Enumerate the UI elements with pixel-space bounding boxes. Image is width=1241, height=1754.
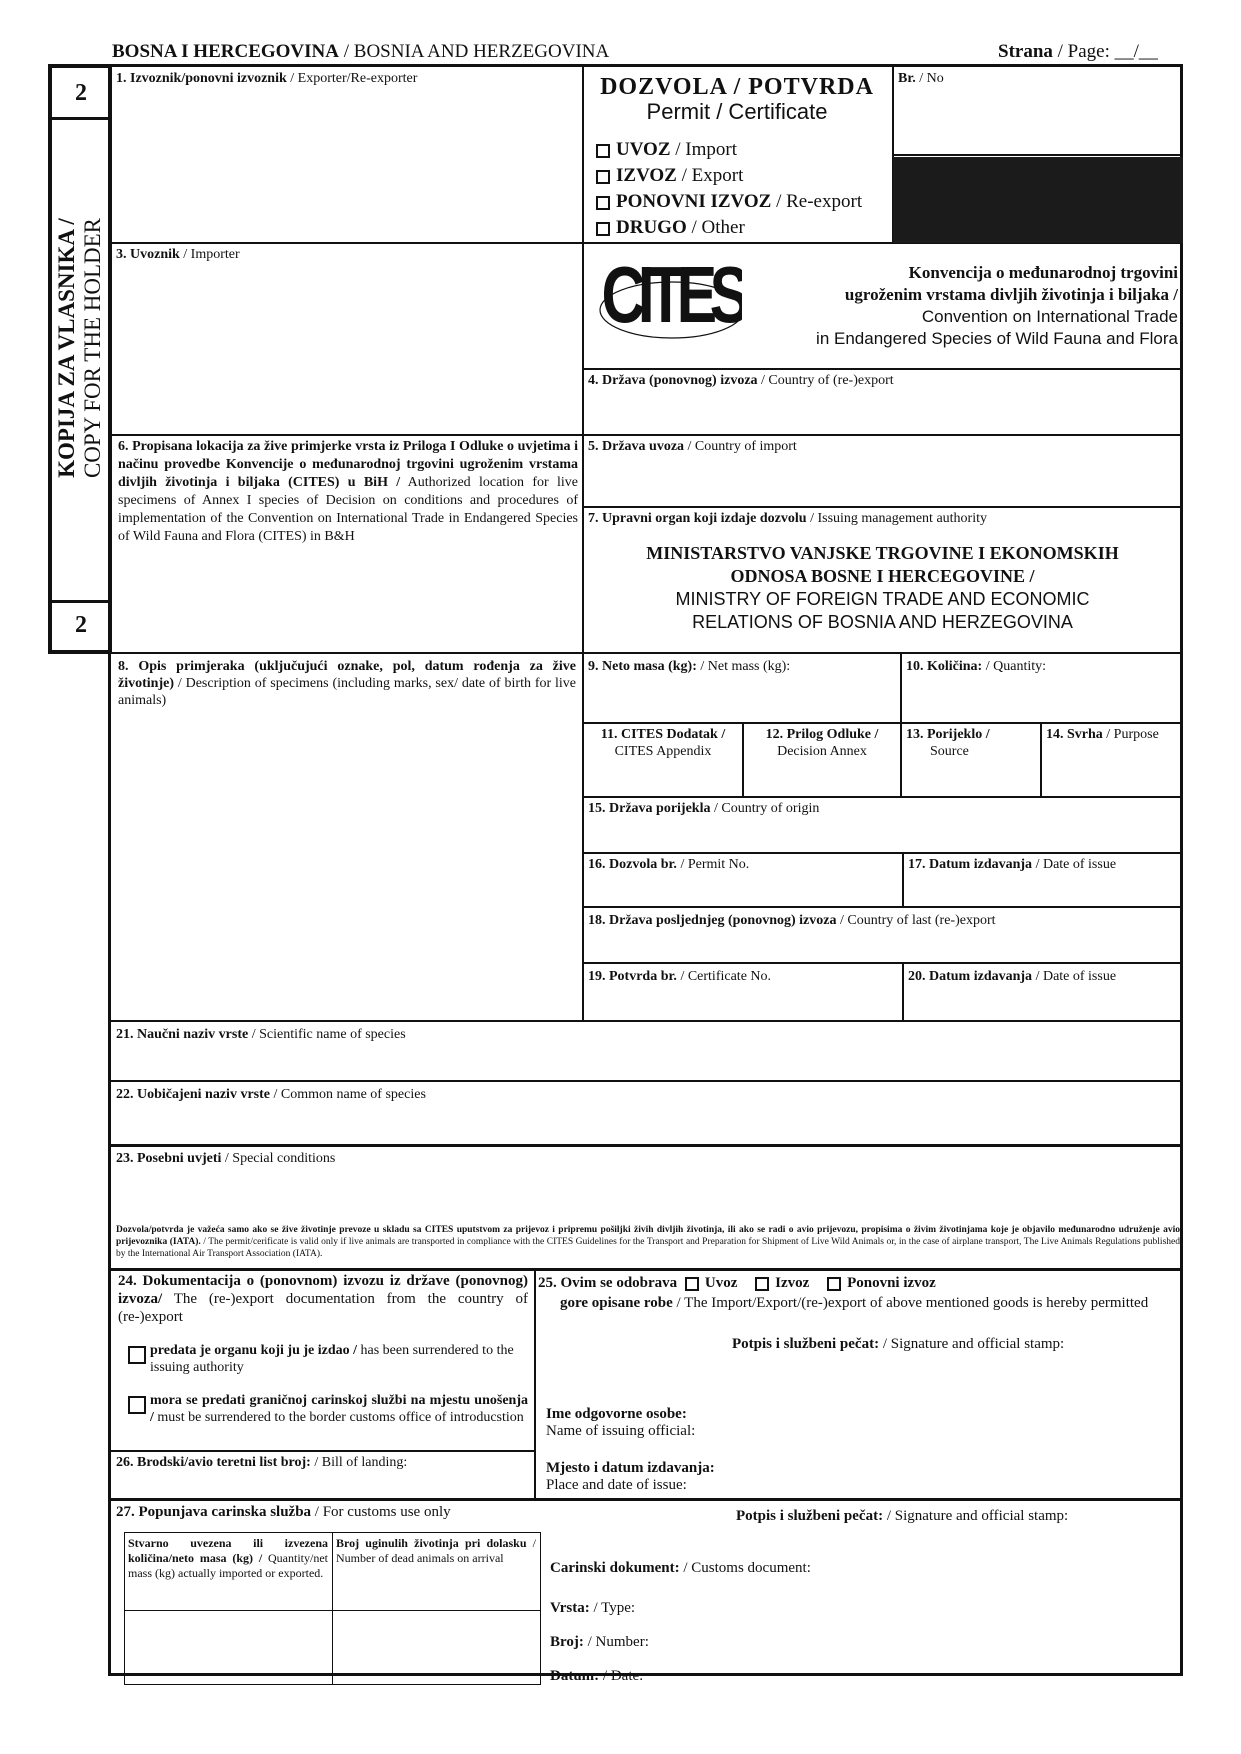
field-9-label: 9. Neto masa (kg): / Net mass (kg): xyxy=(588,659,791,674)
authorized-location-input[interactable] xyxy=(112,570,578,648)
reexport-checkbox[interactable] xyxy=(596,196,610,210)
cites-logo xyxy=(592,252,742,352)
cites-line3: Convention on International Trade xyxy=(921,307,1178,326)
divider-22-23 xyxy=(108,1144,1183,1147)
customs-type-label: Vrsta: / Type: xyxy=(550,1600,636,1616)
scientific-name-input[interactable] xyxy=(112,1046,1178,1076)
bill-of-landing-input[interactable] xyxy=(112,1474,530,1496)
export-checkbox[interactable] xyxy=(596,170,610,184)
customs-col2-header: Broj uginulih životinja pri dolasku / Number of dead animals on arrival xyxy=(336,1536,536,1565)
place-date-label: Mjesto i datum izdavanja: Place and date of issue: xyxy=(546,1460,715,1493)
country-origin-input[interactable] xyxy=(586,820,1178,848)
common-name-input[interactable] xyxy=(112,1106,1178,1142)
divider-4-5 xyxy=(582,434,1183,436)
customs-table-row-divider xyxy=(124,1610,541,1611)
divider-row-15-16 xyxy=(582,852,1183,854)
divider-5-7 xyxy=(582,506,1183,508)
permit-title: DOZVOLA / POTVRDA xyxy=(600,74,874,100)
issuing-authority-line3: MINISTRY OF FOREIGN TRADE AND ECONOMIC xyxy=(675,589,1090,609)
authorize-import-checkbox[interactable] xyxy=(685,1277,699,1291)
divider-16-17 xyxy=(902,852,904,908)
field-19-label: 19. Potvrda br. / Certificate No. xyxy=(588,969,772,984)
issuing-official-label: Ime odgovorne osobe: Name of issuing official: xyxy=(546,1406,696,1439)
cites-logo-text: CITES xyxy=(601,252,742,341)
customs-quantity-input[interactable] xyxy=(128,1614,328,1682)
divider-middle-section xyxy=(108,1020,1183,1022)
field-13-label: 13. Porijeklo / Source xyxy=(906,727,990,759)
field-12-label: 12. Prilog Odluke / Decision Annex xyxy=(765,727,879,759)
surrendered-checkbox[interactable] xyxy=(128,1346,146,1364)
divider-row-9-11 xyxy=(582,722,1183,724)
cites-convention-text xyxy=(740,262,1178,350)
divider-row-16-18 xyxy=(582,906,1183,908)
transport-note: Dozvola/potvrda je važeća samo ako se žive životinje prevoze u skladu sa CITES uputstvom za prijevoz i pripremu pošiljki živih divljih životinja, ili ako se radi o avio prijevozu, propisima o živim životinjama koje je objavilo međunarodno udruženje avio prijevoznika (IATA). / The permit/cerificate is valid only if live animals are transported in compliance with the CITES Guidelines for the Transport and Preparation for Shipment of Live Wild Animals or, in the case of airplane transport, The Live Animals Regulations published by the International Air Transport Association (IATA). xyxy=(116,1225,1180,1259)
exporter-input[interactable] xyxy=(112,90,578,238)
issuing-authority-line4: RELATIONS OF BOSNIA AND HERZEGOVINA xyxy=(692,612,1073,632)
permit-no-input[interactable] xyxy=(896,90,1178,150)
quantity-input[interactable] xyxy=(904,678,1178,718)
field-25-signature-label: Potpis i službeni pečat: / Signature and official stamp: xyxy=(732,1336,1065,1352)
field-10-label: 10. Količina: / Quantity: xyxy=(906,659,1047,674)
header-page xyxy=(998,40,1158,64)
country-import-input[interactable] xyxy=(586,458,1178,502)
field-1-en: / Exporter/Re-exporter xyxy=(286,71,418,86)
field-5-label: 5. Država uvoza / Country of import xyxy=(588,439,797,454)
header-country-bs: BOSNA I HERCEGOVINA xyxy=(112,41,339,62)
side-strip-bottom-divider xyxy=(48,600,112,603)
divider-19-20 xyxy=(902,962,904,1022)
mid-center-divider xyxy=(582,652,584,1022)
issuing-authority xyxy=(584,542,1181,634)
field-25-goods: gore opisane robe / The Import/Export/(re-)export of above mentioned goods is hereby permitted xyxy=(560,1295,1149,1311)
cites-line1: Konvencija o međunarodnoj trgovini xyxy=(908,263,1178,282)
field-26-label: 26. Brodski/avio teretni list broj: / Bill of landing: xyxy=(116,1455,408,1470)
field-23-label: 23. Posebni uvjeti / Special conditions xyxy=(116,1151,336,1166)
customs-date-label: Datum: / Date: xyxy=(550,1668,644,1684)
net-mass-input[interactable] xyxy=(586,678,896,718)
field-3-label: 3. Uvoznik / Importer xyxy=(116,247,240,262)
field-18-label: 18. Država posljednjeg (ponovnog) izvoza / Country of last (re-)export xyxy=(588,913,996,928)
field-24-label: 24. Dokumentacija o (ponovnom) izvozu iz države (ponovnog) izvoza/ The (re-)export documentation from the country of (re-)export xyxy=(118,1273,528,1325)
divider-21-22 xyxy=(108,1080,1183,1082)
field-8-label: 8. Opis primjeraka (uključujući oznake, pol, datum rođenja za žive životinje) / Description of specimens (including marks, sex/ date of birth for live animals) xyxy=(118,659,576,708)
copy-holder-en: COPY FOR THE HOLDER xyxy=(80,217,105,479)
copy-number-bottom: 2 xyxy=(75,612,87,638)
permit-no-label xyxy=(898,70,944,87)
permit-type-option-import[interactable]: UVOZ / Import xyxy=(596,138,737,162)
issuing-authority-line2: ODNOSA BOSNE I HERCEGOVINE / xyxy=(730,566,1035,586)
customs-number-label: Broj: / Number: xyxy=(550,1634,649,1650)
field-4-label: 4. Država (ponovnog) izvoza / Country of (re-)export xyxy=(588,373,894,388)
import-checkbox[interactable] xyxy=(596,144,610,158)
cites-logo-graphic xyxy=(592,252,742,352)
permit-type-option-export[interactable]: IZVOZ / Export xyxy=(596,164,743,188)
divider-9-10 xyxy=(900,652,902,798)
special-conditions-input[interactable] xyxy=(112,1170,1178,1222)
permit-no-bs: Br. xyxy=(898,71,916,86)
divider-25-27 xyxy=(108,1498,1183,1501)
other-checkbox[interactable] xyxy=(596,222,610,236)
field-15-label: 15. Država porijekla / Country of origin xyxy=(588,801,820,816)
field-7-label: 7. Upravni organ koji izdaje dozvolu / Issuing management authority xyxy=(588,511,987,526)
divider-top-section xyxy=(108,652,1183,654)
authorize-export-checkbox[interactable] xyxy=(755,1277,769,1291)
field-17-label: 17. Datum izdavanja / Date of issue xyxy=(908,857,1117,872)
field-1-label xyxy=(116,70,417,87)
cites-line4: in Endangered Species of Wild Fauna and Flora xyxy=(816,329,1178,348)
field-24-option-surrendered[interactable]: predata je organu koji ju je izdao / has been surrendered to the issuing authority xyxy=(128,1342,528,1376)
field-25-signature-area[interactable] xyxy=(538,1356,1178,1406)
field-20-label: 20. Datum izdavanja / Date of issue xyxy=(908,969,1117,984)
field-27-label: 27. Popunjava carinska služba / For customs use only xyxy=(116,1504,451,1520)
divider-13-14 xyxy=(1040,722,1042,798)
country-reexport-input[interactable] xyxy=(586,392,1178,430)
importer-input[interactable] xyxy=(112,266,578,430)
customs-document-label: Carinski dokument: / Customs document: xyxy=(550,1560,811,1576)
black-security-block xyxy=(893,157,1183,243)
customs-dead-animals-input[interactable] xyxy=(336,1614,536,1682)
header-country xyxy=(112,40,609,64)
cites-line2: ugroženim vrstama divljih životinja i biljaka / xyxy=(844,285,1178,304)
divider-24-25 xyxy=(534,1268,536,1498)
permit-type-option-other[interactable]: DRUGO / Other xyxy=(596,216,745,240)
copy-number-top: 2 xyxy=(75,80,87,106)
border-customs-checkbox[interactable] xyxy=(128,1396,146,1414)
field-21-label: 21. Naučni naziv vrste / Scientific name of species xyxy=(116,1027,406,1042)
permit-type-option-reexport[interactable]: PONOVNI IZVOZ / Re-export xyxy=(596,190,862,214)
field-16-label: 16. Dozvola br. / Permit No. xyxy=(588,857,750,872)
description-input[interactable] xyxy=(112,710,578,1018)
copy-holder-label xyxy=(54,138,110,558)
divider-row-11-15 xyxy=(582,796,1183,798)
header-page-bs: Strana xyxy=(998,41,1053,62)
field-25-header: 25. Ovim se odobrava Uvoz Izvoz Ponovni izvoz xyxy=(538,1275,936,1291)
field-14-label: 14. Svrha / Purpose xyxy=(1046,727,1159,742)
customs-col1-header: Stvarno uvezena ili izvezena količina/neto masa (kg) / Quantity/net mass (kg) actually imported or exported. xyxy=(128,1536,328,1580)
divider-24-26 xyxy=(108,1450,536,1452)
field-1-bs: 1. Izvoznik/ponovni izvoznik xyxy=(116,71,287,86)
field-22-label: 22. Uobičajeni naziv vrste / Common name of species xyxy=(116,1087,426,1102)
divider-row-18-19 xyxy=(582,962,1183,964)
field-11-label: 11. CITES Dodatak / CITES Appendix xyxy=(600,727,726,759)
copy-holder-bs: KOPIJA ZA VLASNIKA / xyxy=(54,218,79,478)
permit-no-en: / No xyxy=(915,71,944,86)
divider-23-24 xyxy=(108,1268,1183,1271)
divider-cites-4 xyxy=(582,368,1183,370)
divider-1-3 xyxy=(108,242,584,244)
customs-table-col-divider xyxy=(332,1532,333,1685)
field-24-option-border[interactable]: mora se predati graničnoj carinskoj službi na mjestu unošenja / must be surrendered to the border customs office of introducstion xyxy=(128,1392,528,1426)
no-box-bottom-border xyxy=(892,154,1183,156)
field-6-label: 6. Propisana lokacija za žive primjerke vrsta iz Priloga I Odluke o uvjetima i načinu provedbe Konvencije o međunarodnoj trgovini ugroženim vrstama divljih životinja i biljaka (CITES) u BiH / Authorized location for live specimens of Annex I species of Decision on conditions and procedures of implementation of the Convention on International Trade in Endangered Species of Wild Fauna and Flora (CITES) in B&H xyxy=(118,439,578,544)
issuing-authority-line1: MINISTARSTVO VANJSKE TRGOVINE I EKONOMSKIH xyxy=(646,543,1119,563)
divider-3-6 xyxy=(108,434,584,436)
permit-subtitle: Permit / Certificate xyxy=(646,99,828,124)
field-27-signature-label: Potpis i službeni pečat: / Signature and official stamp: xyxy=(736,1508,1069,1524)
authorize-reexport-checkbox[interactable] xyxy=(827,1277,841,1291)
header-page-en: / Page: __/__ xyxy=(1052,41,1158,62)
side-strip-top-divider xyxy=(48,117,112,120)
header-country-en: / BOSNIA AND HERZEGOVINA xyxy=(339,41,610,62)
